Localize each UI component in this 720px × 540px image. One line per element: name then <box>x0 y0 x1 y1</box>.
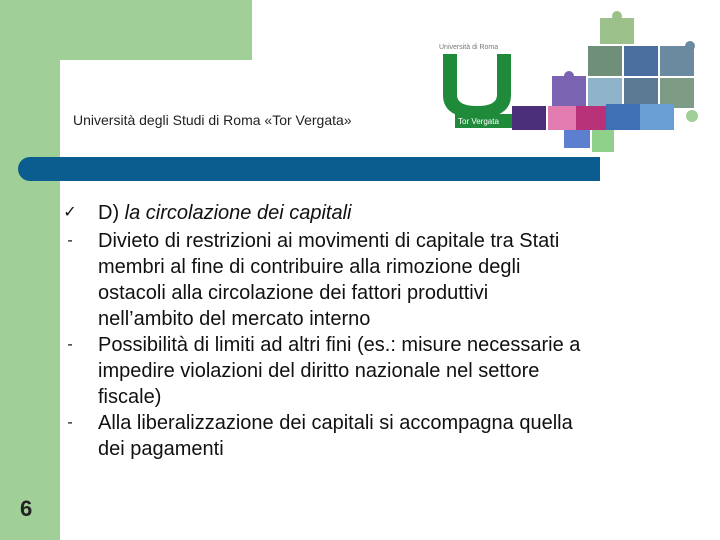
list-item-line: dei pagamenti <box>98 438 224 460</box>
list-item-line: fiscale) <box>98 386 162 408</box>
heading-prefix: D) <box>98 202 125 224</box>
logo-top-text: Università di Roma <box>439 44 499 51</box>
left-green-band <box>0 0 60 540</box>
header-bar <box>18 157 600 181</box>
university-logo <box>437 40 517 130</box>
list-item <box>60 410 700 462</box>
top-green-band <box>0 0 252 60</box>
dash-bullet: - <box>67 232 73 249</box>
checkmark-icon: ✓ <box>63 204 77 221</box>
list-item-line: Divieto di restrizioni ai movimenti di capitale tra Stati <box>98 230 560 252</box>
puzzle-pieces-graphic <box>512 6 712 154</box>
heading-row <box>60 200 700 226</box>
list-item-line: Possibilità di limiti ad altri fini (es.: misure necessarie a <box>98 334 581 356</box>
logo-bottom-text: Tor Vergata <box>458 117 499 126</box>
list-item-line: Alla liberalizzazione dei capitali si accompagna quella <box>98 412 573 434</box>
list-item-line: impedire violazioni del diritto nazionale nel settore <box>98 360 540 382</box>
list-item-line: ostacoli alla circolazione dei fattori produttivi <box>98 282 489 304</box>
list-item-line: membri al fine di contribuire alla rimozione degli <box>98 256 521 278</box>
slide-content <box>60 200 700 462</box>
rounded-corner <box>60 60 120 120</box>
list-item <box>60 332 700 410</box>
dash-bullet: - <box>67 336 73 353</box>
list-item-line: nell’ambito del mercato interno <box>98 308 371 330</box>
list-item <box>60 228 700 332</box>
slide-number: 6 <box>20 496 33 521</box>
dash-bullet: - <box>67 414 73 431</box>
heading-italic: la circolazione dei capitali <box>124 202 352 224</box>
university-header: Università degli Studi di Roma «Tor Vergata» <box>73 112 352 128</box>
